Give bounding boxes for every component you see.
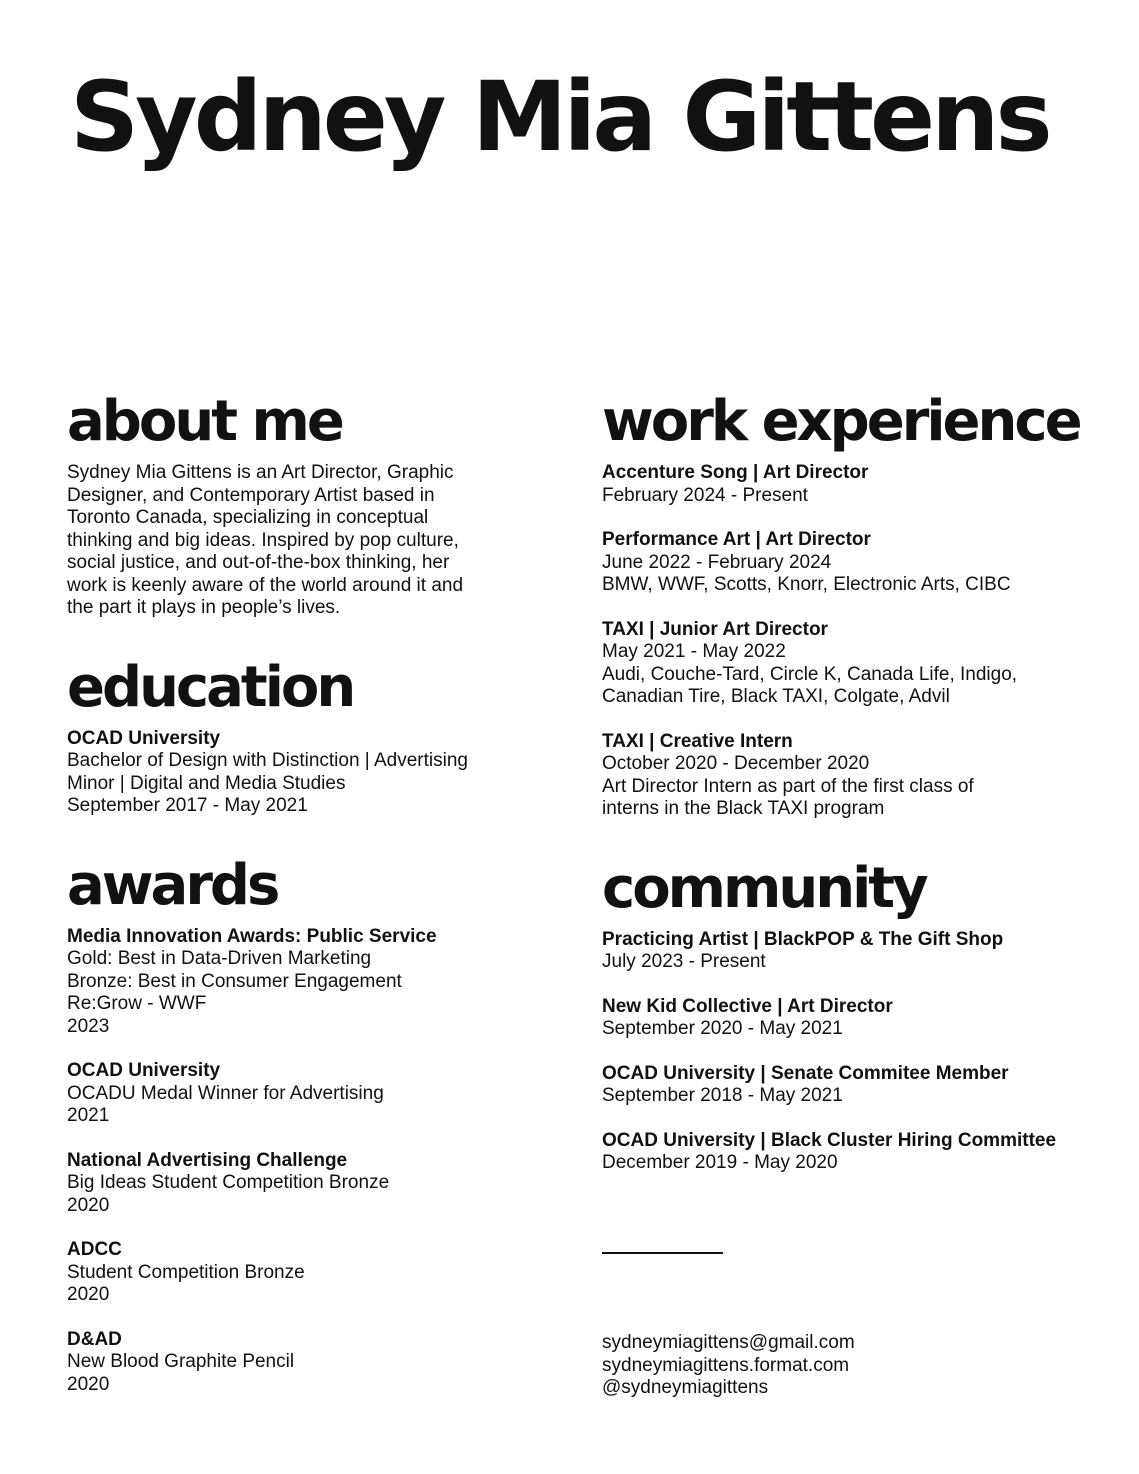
entry-line: Gold: Best in Data-Driven Marketing: [67, 948, 372, 969]
entry-title: New Kid Collective | Art Director: [602, 995, 893, 1017]
work-entry: [602, 462, 1102, 507]
entry-line: June 2022 - February 2024: [602, 551, 832, 573]
award-entry: [67, 1239, 542, 1307]
education-entry: [67, 728, 542, 818]
entry-line: September 2017 - May 2021: [67, 795, 308, 816]
about-paragraph: [67, 462, 542, 620]
entry-line: Bachelor of Design with Distinction | Advertising: [67, 750, 468, 771]
entry-line: Audi, Couche-Tard, Circle K, Canada Life, Indigo,: [602, 663, 1018, 685]
entry-title: OCAD University: [67, 727, 221, 749]
work-entry: [602, 529, 1102, 597]
entry-title: Media Innovation Awards: Public Service: [67, 925, 437, 947]
email-link[interactable]: sydneymiagittens@gmail.com: [602, 1332, 855, 1353]
divider: [602, 1252, 723, 1254]
entry-line: 2021: [67, 1105, 110, 1126]
entry-line: OCADU Medal Winner for Advertising: [67, 1082, 384, 1104]
page-title: Sydney Mia Gittens: [70, 61, 1049, 173]
entry-title: D&AD: [67, 1328, 122, 1350]
entry-title: TAXI | Junior Art Director: [602, 618, 828, 640]
entry-line: 2023: [67, 1015, 110, 1037]
award-entry: [67, 1329, 542, 1397]
entry-title: ADCC: [67, 1239, 122, 1260]
entry-line: Bronze: Best in Consumer Engagement: [67, 970, 402, 992]
entry-title: OCAD University: [67, 1060, 221, 1081]
about-line: Toronto Canada, specializing in conceptual: [67, 507, 429, 528]
about-line: the part it plays in people’s lives.: [67, 597, 341, 618]
award-entry: [67, 1060, 542, 1128]
entry-line: interns in the Black TAXI program: [602, 798, 885, 819]
community-entry: [602, 1130, 1102, 1175]
entry-title: Practicing Artist | BlackPOP & The Gift Shop: [602, 928, 1004, 950]
entry-line: Big Ideas Student Competition Bronze: [67, 1172, 390, 1193]
about-line: Designer, and Contemporary Artist based in: [67, 484, 435, 506]
work-entry: [602, 731, 1102, 821]
community-entry: [602, 929, 1102, 974]
entry-title: OCAD University | Black Cluster Hiring Committee: [602, 1129, 1057, 1151]
awards-heading: awards: [67, 852, 278, 918]
community-entry: [602, 996, 1102, 1041]
entry-title: OCAD University | Senate Commitee Member: [602, 1062, 1009, 1084]
social-handle-link[interactable]: @sydneymiagittens: [602, 1377, 769, 1398]
left-column: [67, 388, 542, 1396]
work-heading: work experience: [602, 389, 1080, 454]
entry-line: July 2023 - Present: [602, 951, 766, 972]
entry-line: Re:Grow - WWF: [67, 993, 207, 1014]
entry-line: February 2024 - Present: [602, 484, 808, 506]
entry-title: National Advertising Challenge: [67, 1149, 348, 1171]
entry-line: December 2019 - May 2020: [602, 1152, 838, 1173]
entry-line: Art Director Intern as part of the first class of: [602, 775, 974, 797]
education-heading: education: [67, 654, 354, 720]
about-line: thinking and big ideas. Inspired by pop culture,: [67, 529, 459, 551]
entry-title: TAXI | Creative Intern: [602, 730, 793, 752]
entry-line: Student Competition Bronze: [67, 1261, 305, 1283]
work-entry: [602, 619, 1102, 709]
entry-line: 2020: [67, 1373, 110, 1395]
entry-line: New Blood Graphite Pencil: [67, 1351, 295, 1372]
website-link[interactable]: sydneymiagittens.format.com: [602, 1354, 850, 1376]
entry-line: Minor | Digital and Media Studies: [67, 772, 346, 794]
contact-block: [602, 1332, 855, 1400]
entry-line: September 2018 - May 2021: [602, 1085, 843, 1106]
about-line: work is keenly aware of the world around it and: [67, 574, 464, 596]
community-heading: community: [602, 855, 926, 921]
entry-line: 2020: [67, 1194, 110, 1216]
entry-line: October 2020 - December 2020: [602, 753, 870, 774]
entry-line: September 2020 - May 2021: [602, 1018, 843, 1039]
entry-line: Canadian Tire, Black TAXI, Colgate, Advil: [602, 686, 950, 707]
about-line: Sydney Mia Gittens is an Art Director, Graphic: [67, 462, 454, 483]
community-entry: [602, 1063, 1102, 1108]
about-line: social justice, and out-of-the-box thinking, her: [67, 552, 450, 573]
entry-line: May 2021 - May 2022: [602, 641, 786, 662]
entry-title: Performance Art | Art Director: [602, 529, 871, 550]
entry-line: 2020: [67, 1284, 110, 1305]
entry-title: Accenture Song | Art Director: [602, 462, 869, 483]
award-entry: [67, 926, 542, 1039]
entry-line: BMW, WWF, Scotts, Knorr, Electronic Arts, CIBC: [602, 574, 1011, 595]
right-column: [602, 388, 1102, 1175]
award-entry: [67, 1150, 542, 1218]
about-heading: about me: [67, 389, 342, 454]
